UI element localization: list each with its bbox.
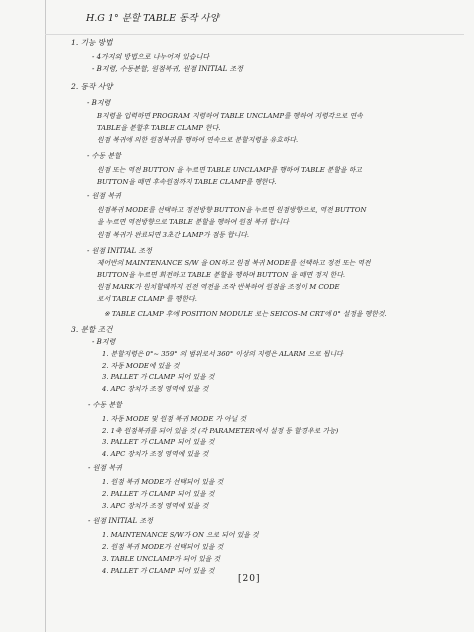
s3-b-item: 4. APC 장치가 조정 영역에 있을 것 <box>102 385 209 393</box>
page-number: [20] <box>238 574 261 584</box>
s2-init-line: 로서 TABLE CLAMP 를 행한다. <box>97 295 197 303</box>
s3-manual-item: 4. APC 장치가 조정 영역에 있을 것 <box>102 450 209 458</box>
s2-b-title: - B지령 <box>87 99 111 107</box>
s2-home-line: 원점복귀 MODE를 선택하고 정전방향 BUTTON을 누르면 원점방향으로, 역전 BUTTON <box>97 206 367 214</box>
s2-manual-line: BUTTON을 떼면 후속원점까지 TABLE CLAMP를 행한다. <box>97 178 277 186</box>
s3-init-item: 4. PALLET 가 CLAMP 되어 있을 것 <box>102 567 215 575</box>
s2-init-note: ※ TABLE CLAMP 후에 POSITION MODULE 로는 SEICOS-M CRT에 0° 설정을 행한것. <box>104 310 387 318</box>
s2-manual-title: - 수동 분할 <box>87 152 121 160</box>
s3-init-item: 3. TABLE UNCLAMP가 되어 있을 것 <box>102 555 221 563</box>
s2-home-title: - 원점 복귀 <box>87 192 121 200</box>
s2-b-line: TABLE을 분할후 TABLE CLAMP 한다. <box>97 124 221 132</box>
s3-init-title: - 원점 INITIAL 조정 <box>88 517 153 525</box>
s3-init-item: 2. 원점 복귀 MODE가 선택되어 있을 것 <box>102 543 224 551</box>
s3-init-item: 1. MAINTENANCE S/W가 ON 으로 되어 있을 것 <box>102 531 259 539</box>
section-2-heading: 2. 동작 사양 <box>71 82 113 91</box>
s2-home-line: 을 누르면 역전방향으로 TABLE 분할을 행하여 원점 복귀 합니다 <box>97 218 289 226</box>
s3-home-item: 1. 원점 복귀 MODE가 선택되어 있을 것 <box>102 478 224 486</box>
s3-b-item: 3. PALLET 가 CLAMP 되어 있을 것 <box>102 373 215 381</box>
section-1-item: - B지령, 수동분할, 원점복귀, 원점 INITIAL 조정 <box>92 65 243 73</box>
s2-manual-line: 원점 또는 역전 BUTTON 을 누르면 TABLE UNCLAMP를 행하여 TABLE 분할을 하고 <box>97 166 362 174</box>
s3-b-item: 2. 자동 MODE에 있을 것 <box>102 362 180 370</box>
s2-b-line: 원점 복귀에 의한 원점복귀를 행하여 연속으로 분할지령을 유효하다. <box>97 136 299 144</box>
s2-init-title: - 원점 INITIAL 조정 <box>87 247 152 255</box>
s3-home-item: 2. PALLET 가 CLAMP 되어 있을 것 <box>102 490 215 498</box>
section-1-heading: 1. 기능 방법 <box>71 38 113 47</box>
section-3-heading: 3. 분할 조건 <box>71 325 113 334</box>
s3-b-item: 1. 분할지령은 0°~ 359° 의 범위로서 360° 이상의 지령은 ALARM 으로 됩니다 <box>102 350 343 358</box>
s3-manual-item: 2. 1축 원점복귀를 되어 있을 것 (각 PARAMETER에서 설정 등 할경우로 가능) <box>102 427 339 435</box>
s3-b-title: - B지령 <box>92 338 116 346</box>
s3-manual-title: - 수동 분할 <box>88 401 122 409</box>
s3-manual-item: 1. 자동 MODE 및 원점 복귀 MODE 가 아닐 것 <box>102 415 247 423</box>
s3-manual-item: 3. PALLET 가 CLAMP 되어 있을 것 <box>102 438 215 446</box>
s2-init-line: 제어반의 MAINTENANCE S/W 을 ON하고 원점 복귀 MODE를 선택하고 정전 또는 역전 <box>97 259 371 267</box>
header-rule <box>45 34 464 35</box>
margin-line <box>45 0 46 632</box>
s3-home-item: 3. APC 장치가 조정 영역에 있을 것 <box>102 502 209 510</box>
s2-home-line: 원점 복귀가 완료되면 3초간 LAMP가 점등 합니다. <box>97 231 250 239</box>
s2-init-line: 원점 MARK가 원치할때까지 진전 역전을 조작 반복하여 원점을 조정이 M CODE <box>97 283 340 291</box>
document-title: H.G 1° 분할 TABLE 동작 사양 <box>86 13 219 24</box>
s2-init-line: BUTTON을 누르면 회전하고 TABLE 분할을 행하며 BUTTON 을 떼면 정지 한다. <box>97 271 346 279</box>
section-1-item: - 4가지의 방법으로 나누어져 있습니다 <box>92 53 210 61</box>
s3-home-title: - 원점 복귀 <box>88 464 122 472</box>
s2-b-line: B지령을 입력하면 PROGRAM 지령하여 TABLE UNCLAMP를 행하여 지령각으로 연속 <box>97 112 363 120</box>
